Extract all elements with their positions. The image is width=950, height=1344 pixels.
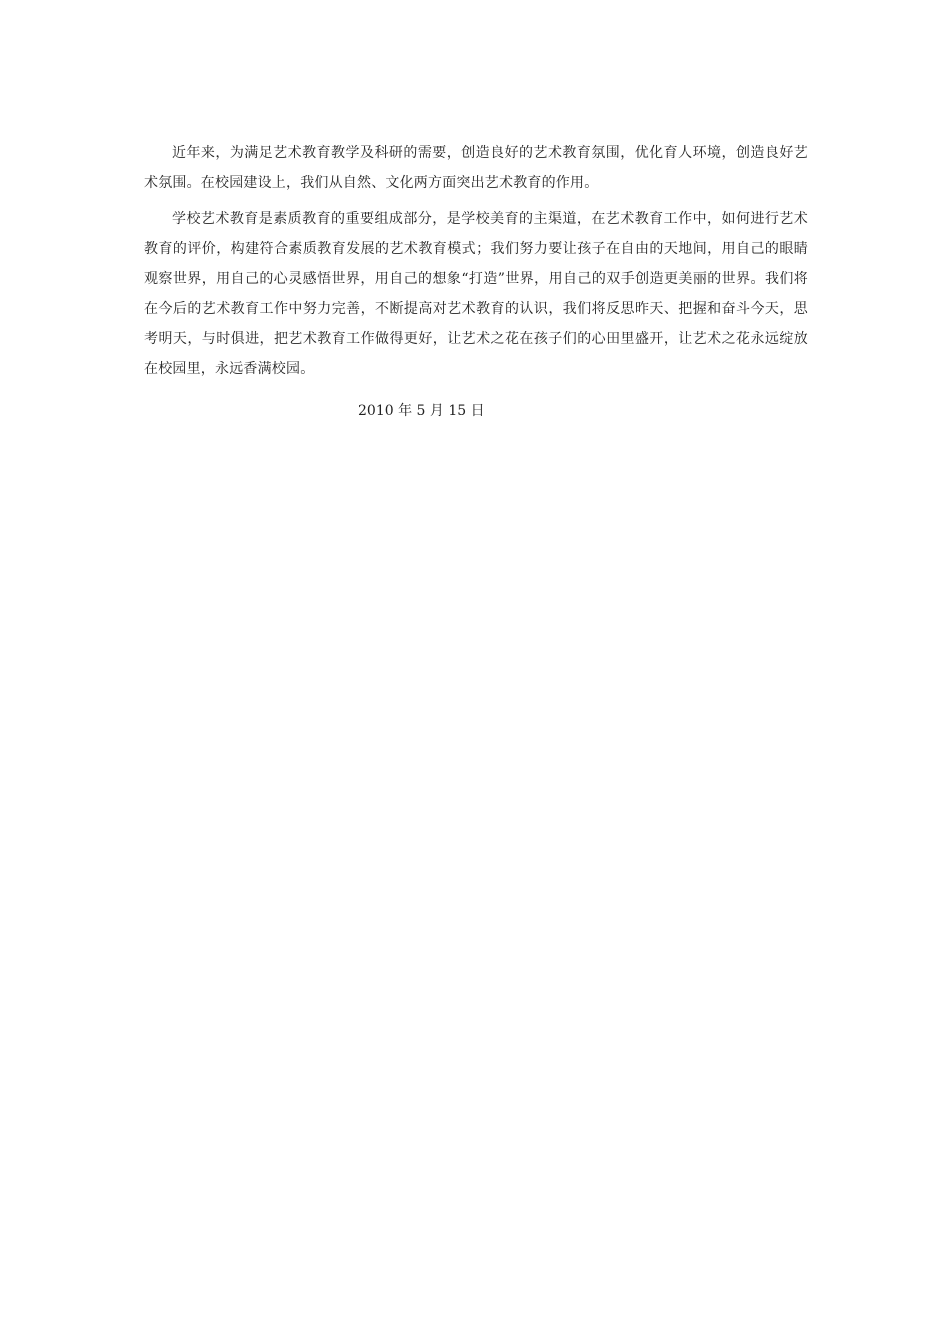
document-body [144,138,808,426]
paragraph-intro: 近年来，为满足艺术教育教学及科研的需要，创造良好的艺术教育氛围，优化育人环境，创造良好艺术氛围。在校园建设上，我们从自然、文化两方面突出艺术教育的作用。 [144,145,808,191]
paragraph-art-education: 学校艺术教育是素质教育的重要组成部分，是学校美育的主渠道，在艺术教育工作中，如何进行艺术教育的评价，构建符合素质教育发展的艺术教育模式；我们努力要让孩子在自由的天地间，用自己的眼睛观察世界，用自己的心灵感悟世界，用自己的想象“打造”世界，用自己的双手创造更美丽的世界。我们将在今后的艺术教育工作中努力完善，不断提高对艺术教育的认识，我们将反思昨天、把握和奋斗今天，思考明天，与时俱进，把艺术教育工作做得更好，让艺术之花在孩子们的心田里盛开，让艺术之花永远绽放在校园里，永远香满校园。 [144,211,808,377]
document-date: 2010 年 5 月 15 日 [358,403,485,419]
